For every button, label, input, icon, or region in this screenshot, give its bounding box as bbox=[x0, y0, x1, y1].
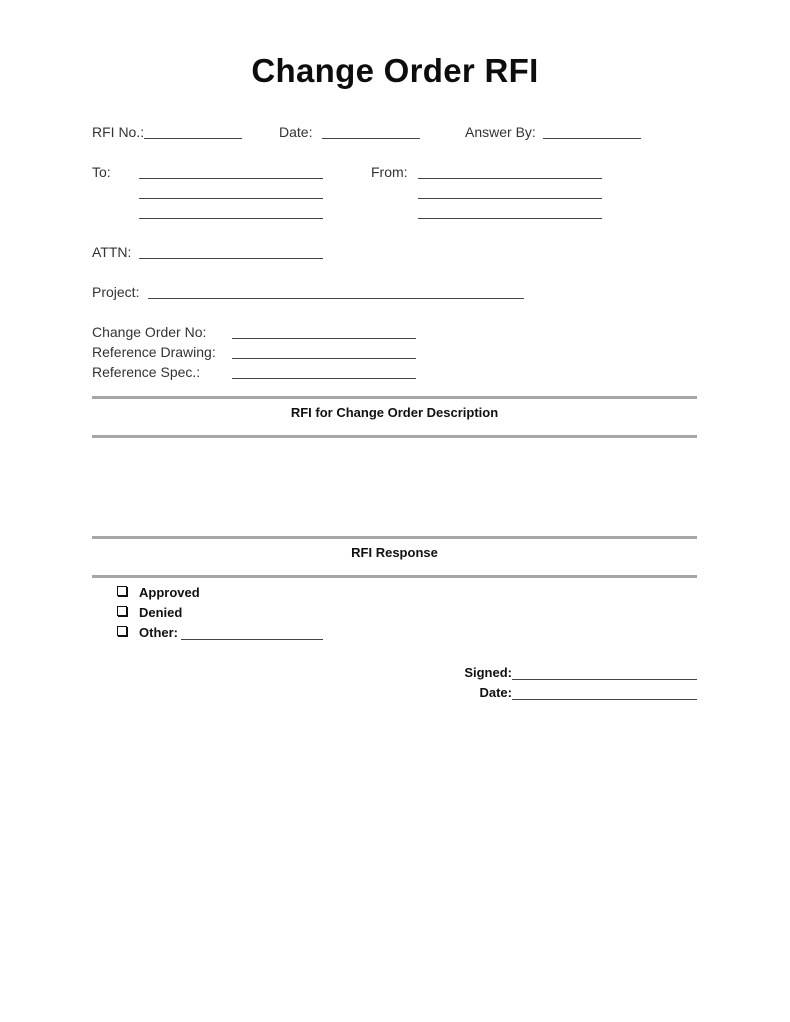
answer-by-label: Answer By: bbox=[465, 124, 536, 140]
from-field-line-3[interactable] bbox=[418, 218, 602, 219]
date-label: Date: bbox=[279, 124, 313, 140]
response-divider-top bbox=[92, 536, 697, 539]
date-field[interactable] bbox=[322, 138, 420, 139]
to-field-line-3[interactable] bbox=[139, 218, 323, 219]
response-divider-bottom bbox=[92, 575, 697, 578]
to-label: To: bbox=[92, 164, 111, 180]
answer-by-field[interactable] bbox=[543, 138, 641, 139]
denied-option[interactable] bbox=[117, 605, 182, 620]
denied-label: Denied bbox=[139, 605, 183, 620]
section-divider-bottom bbox=[92, 435, 697, 438]
page-title: Change Order RFI bbox=[251, 52, 539, 89]
rfi-no-label: RFI No.: bbox=[92, 124, 145, 140]
checkbox-icon[interactable] bbox=[117, 586, 127, 596]
change-order-no-label: Change Order No: bbox=[92, 324, 207, 340]
checkbox-icon[interactable] bbox=[117, 626, 127, 636]
project-field[interactable] bbox=[148, 298, 524, 299]
from-field-line-2[interactable] bbox=[418, 198, 602, 199]
other-option[interactable] bbox=[117, 625, 178, 640]
section-divider-top bbox=[92, 396, 697, 399]
reference-drawing-field[interactable] bbox=[232, 358, 416, 359]
other-field[interactable] bbox=[181, 639, 323, 640]
reference-spec-label: Reference Spec.: bbox=[92, 364, 201, 380]
from-label: From: bbox=[371, 164, 408, 180]
signature-date-field[interactable] bbox=[512, 699, 697, 700]
approved-option[interactable] bbox=[117, 585, 200, 600]
to-field-line-2[interactable] bbox=[139, 198, 323, 199]
other-label: Other: bbox=[139, 625, 178, 640]
checkbox-icon[interactable] bbox=[117, 606, 127, 616]
from-field-line-1[interactable] bbox=[418, 178, 602, 179]
attn-field[interactable] bbox=[139, 258, 323, 259]
reference-spec-field[interactable] bbox=[232, 378, 416, 379]
project-label: Project: bbox=[92, 284, 140, 300]
rfi-no-field[interactable] bbox=[144, 138, 242, 139]
response-section-heading: RFI Response bbox=[351, 545, 438, 560]
description-section-heading: RFI for Change Order Description bbox=[290, 405, 499, 420]
approved-label: Approved bbox=[139, 585, 200, 600]
signed-field[interactable] bbox=[512, 679, 697, 680]
signed-label: Signed: bbox=[464, 665, 512, 680]
signature-date-label: Date: bbox=[479, 685, 512, 700]
description-body-area[interactable] bbox=[92, 440, 697, 532]
attn-label: ATTN: bbox=[92, 244, 132, 260]
to-field-line-1[interactable] bbox=[139, 178, 323, 179]
change-order-no-field[interactable] bbox=[232, 338, 416, 339]
reference-drawing-label: Reference Drawing: bbox=[92, 344, 216, 360]
